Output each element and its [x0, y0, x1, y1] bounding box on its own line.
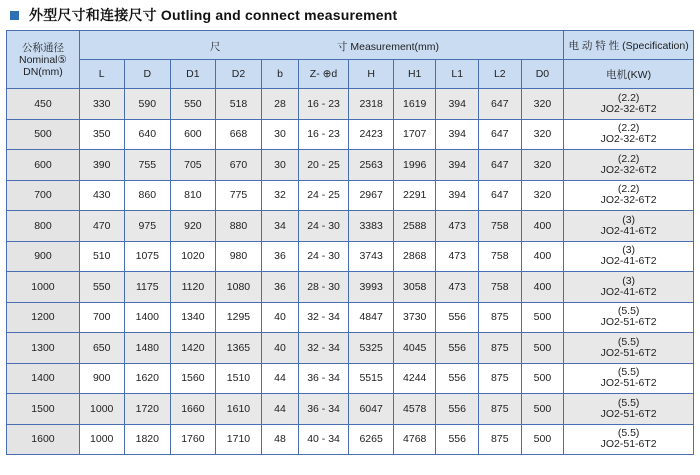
- dn-cell: 1000: [7, 272, 80, 303]
- table-cell: 320: [521, 119, 564, 150]
- table-cell: 394: [436, 150, 479, 181]
- measurement-char: 尺: [209, 41, 221, 53]
- table-cell: 3993: [349, 272, 394, 303]
- table-cell: 1365: [215, 333, 262, 364]
- table-cell: 650: [79, 333, 124, 364]
- column-header: b: [262, 60, 298, 89]
- dn-cell: 700: [7, 180, 80, 211]
- table-cell: 647: [479, 89, 522, 120]
- motor-cell: [564, 333, 694, 364]
- column-header: L1: [436, 60, 479, 89]
- motor-kw: (2.2): [617, 91, 640, 104]
- motor-model: JO2-32-6T2: [600, 163, 657, 176]
- table-cell: 758: [479, 211, 522, 242]
- table-cell: 860: [124, 180, 171, 211]
- table-cell: 647: [479, 180, 522, 211]
- table-cell: 668: [215, 119, 262, 150]
- table-cell: 4768: [393, 424, 436, 455]
- table-cell: 32 - 34: [298, 333, 349, 364]
- column-header: H1: [393, 60, 436, 89]
- motor-cell: [564, 241, 694, 272]
- table-cell: 36: [262, 272, 298, 303]
- dn-cell: 500: [7, 119, 80, 150]
- table-cell: 1080: [215, 272, 262, 303]
- table-cell: 647: [479, 119, 522, 150]
- table-cell: 2423: [349, 119, 394, 150]
- dn-cell: 1600: [7, 424, 80, 455]
- table-cell: 500: [521, 302, 564, 333]
- table-cell: 550: [171, 89, 216, 120]
- table-cell: 473: [436, 241, 479, 272]
- dn-cell: 1300: [7, 333, 80, 364]
- measurement-table: [6, 30, 694, 455]
- table-cell: 1710: [215, 424, 262, 455]
- dn-cell: 800: [7, 211, 80, 242]
- table-cell: 1707: [393, 119, 436, 150]
- table-cell: 758: [479, 272, 522, 303]
- table-cell: 40: [262, 333, 298, 364]
- table-cell: 875: [479, 333, 522, 364]
- motor-model: JO2-32-6T2: [600, 102, 657, 115]
- table-cell: 24 - 25: [298, 180, 349, 211]
- table-cell: 1660: [171, 394, 216, 425]
- motor-cell: [564, 272, 694, 303]
- table-cell: 1720: [124, 394, 171, 425]
- table-cell: 2967: [349, 180, 394, 211]
- table-cell: 1120: [171, 272, 216, 303]
- motor-cell: [564, 424, 694, 455]
- table-cell: 400: [521, 241, 564, 272]
- motor-kw: (3): [622, 274, 636, 287]
- motor-model: JO2-41-6T2: [600, 255, 657, 268]
- table-cell: 36 - 34: [298, 394, 349, 425]
- table-cell: 1996: [393, 150, 436, 181]
- motor-cell: [564, 150, 694, 181]
- motor-kw: (2.2): [617, 122, 640, 135]
- motor-cell: [564, 180, 694, 211]
- table-cell: 470: [79, 211, 124, 242]
- table-row: [7, 180, 694, 211]
- table-cell: 1560: [171, 363, 216, 394]
- table-cell: 390: [79, 150, 124, 181]
- motor-model: JO2-51-6T2: [600, 316, 657, 329]
- dn-cell: 450: [7, 89, 80, 120]
- table-cell: 36 - 34: [298, 363, 349, 394]
- motor-cell: [564, 211, 694, 242]
- table-cell: 48: [262, 424, 298, 455]
- table-cell: 975: [124, 211, 171, 242]
- dn-cell: 900: [7, 241, 80, 272]
- table-cell: 510: [79, 241, 124, 272]
- table-cell: 518: [215, 89, 262, 120]
- column-header: D0: [521, 60, 564, 89]
- table-cell: 4244: [393, 363, 436, 394]
- table-cell: 32 - 34: [298, 302, 349, 333]
- table-cell: 2868: [393, 241, 436, 272]
- table-cell: 500: [521, 363, 564, 394]
- table-cell: 705: [171, 150, 216, 181]
- table-body: [7, 89, 694, 455]
- table-cell: 1619: [393, 89, 436, 120]
- motor-model: JO2-51-6T2: [600, 346, 657, 359]
- motor-model: JO2-32-6T2: [600, 133, 657, 146]
- table-row: [7, 302, 694, 333]
- motor-kw: (2.2): [617, 152, 640, 165]
- table-cell: 3743: [349, 241, 394, 272]
- table-cell: 700: [79, 302, 124, 333]
- table-row: [7, 333, 694, 364]
- table-cell: 5515: [349, 363, 394, 394]
- table-row: [7, 89, 694, 120]
- column-header: L: [79, 60, 124, 89]
- table-cell: 1340: [171, 302, 216, 333]
- table-cell: 1000: [79, 424, 124, 455]
- motor-kw: (5.5): [617, 366, 640, 379]
- table-cell: 34: [262, 211, 298, 242]
- table-cell: 44: [262, 394, 298, 425]
- table-cell: 28 - 30: [298, 272, 349, 303]
- table-cell: 32: [262, 180, 298, 211]
- table-cell: 473: [436, 211, 479, 242]
- table-row: [7, 272, 694, 303]
- table-cell: 1075: [124, 241, 171, 272]
- motor-model: JO2-32-6T2: [600, 194, 657, 207]
- motor-kw-header: 电机(KW): [564, 60, 694, 89]
- square-bullet-icon: [10, 11, 19, 20]
- table-cell: 394: [436, 119, 479, 150]
- motor-model: JO2-41-6T2: [600, 285, 657, 298]
- motor-cell: [564, 394, 694, 425]
- table-row: [7, 211, 694, 242]
- table-cell: 600: [171, 119, 216, 150]
- table-cell: 20 - 25: [298, 150, 349, 181]
- table-cell: 1510: [215, 363, 262, 394]
- table-cell: 1760: [171, 424, 216, 455]
- table-cell: 1480: [124, 333, 171, 364]
- motor-kw: (2.2): [617, 183, 640, 196]
- table-cell: 4578: [393, 394, 436, 425]
- table-cell: 44: [262, 363, 298, 394]
- table-cell: 5325: [349, 333, 394, 364]
- motor-kw: (5.5): [617, 305, 640, 318]
- table-cell: 30: [262, 150, 298, 181]
- table-cell: 3383: [349, 211, 394, 242]
- table-row: [7, 424, 694, 455]
- table-cell: 2318: [349, 89, 394, 120]
- dn-cell: 600: [7, 150, 80, 181]
- dn-cell: 1500: [7, 394, 80, 425]
- measurement-label: 寸 Measurement(mm): [336, 41, 440, 53]
- table-cell: 6047: [349, 394, 394, 425]
- specification-header: 电 动 特 性 (Specification): [564, 31, 694, 60]
- motor-kw: (3): [622, 213, 636, 226]
- motor-cell: [564, 363, 694, 394]
- table-cell: 810: [171, 180, 216, 211]
- column-header: D1: [171, 60, 216, 89]
- table-row: [7, 394, 694, 425]
- dn-cell: 1200: [7, 302, 80, 333]
- table-cell: 40: [262, 302, 298, 333]
- table-cell: 640: [124, 119, 171, 150]
- table-cell: 1295: [215, 302, 262, 333]
- table-cell: 775: [215, 180, 262, 211]
- page-title-row: [10, 4, 397, 26]
- table-cell: 1400: [124, 302, 171, 333]
- table-cell: 430: [79, 180, 124, 211]
- table-cell: 1000: [79, 394, 124, 425]
- table-cell: 2291: [393, 180, 436, 211]
- table-cell: 36: [262, 241, 298, 272]
- column-header: D: [124, 60, 171, 89]
- table-cell: 755: [124, 150, 171, 181]
- motor-model: JO2-41-6T2: [600, 224, 657, 237]
- table-cell: 16 - 23: [298, 119, 349, 150]
- table-cell: 647: [479, 150, 522, 181]
- table-cell: 1620: [124, 363, 171, 394]
- table-cell: 758: [479, 241, 522, 272]
- table-cell: 473: [436, 272, 479, 303]
- motor-model: JO2-51-6T2: [600, 377, 657, 390]
- table-cell: 875: [479, 363, 522, 394]
- table-row: [7, 241, 694, 272]
- measurement-header: [79, 31, 563, 60]
- table-cell: 28: [262, 89, 298, 120]
- table-cell: 556: [436, 302, 479, 333]
- motor-cell: [564, 302, 694, 333]
- column-header: H: [349, 60, 394, 89]
- table-cell: 2588: [393, 211, 436, 242]
- table-cell: 670: [215, 150, 262, 181]
- table-cell: 550: [79, 272, 124, 303]
- motor-kw: (5.5): [617, 396, 640, 409]
- table-cell: 556: [436, 333, 479, 364]
- table-cell: 350: [79, 119, 124, 150]
- table-cell: 6265: [349, 424, 394, 455]
- nominal-dn-header: 公称通径 Nominal⑤ DN(mm): [7, 31, 80, 89]
- table-cell: 1610: [215, 394, 262, 425]
- table-cell: 16 - 23: [298, 89, 349, 120]
- table-cell: 24 - 30: [298, 211, 349, 242]
- table-cell: 875: [479, 394, 522, 425]
- table-cell: 875: [479, 302, 522, 333]
- table-cell: 1420: [171, 333, 216, 364]
- table-row: [7, 363, 694, 394]
- table-cell: 880: [215, 211, 262, 242]
- page-title: 外型尺寸和连接尺寸 Outling and connect measurement: [29, 7, 398, 23]
- table-cell: 556: [436, 394, 479, 425]
- motor-kw: (5.5): [617, 335, 640, 348]
- table-cell: 30: [262, 119, 298, 150]
- table-cell: 24 - 30: [298, 241, 349, 272]
- table-cell: 320: [521, 89, 564, 120]
- table-cell: 556: [436, 363, 479, 394]
- motor-kw: (3): [622, 244, 636, 257]
- table-row: [7, 119, 694, 150]
- motor-cell: [564, 89, 694, 120]
- table-cell: 1175: [124, 272, 171, 303]
- table-cell: 900: [79, 363, 124, 394]
- table-cell: 556: [436, 424, 479, 455]
- table-cell: 320: [521, 150, 564, 181]
- dn-cell: 1400: [7, 363, 80, 394]
- table-cell: 330: [79, 89, 124, 120]
- column-header: Z- ⊕d: [298, 60, 349, 89]
- table-cell: 980: [215, 241, 262, 272]
- column-header: L2: [479, 60, 522, 89]
- table-cell: 320: [521, 180, 564, 211]
- motor-model: JO2-51-6T2: [600, 438, 657, 451]
- motor-cell: [564, 119, 694, 150]
- table-cell: 920: [171, 211, 216, 242]
- table-cell: 400: [521, 211, 564, 242]
- table-cell: 2563: [349, 150, 394, 181]
- table-cell: 394: [436, 180, 479, 211]
- motor-model: JO2-51-6T2: [600, 407, 657, 420]
- table-cell: 590: [124, 89, 171, 120]
- table-cell: 875: [479, 424, 522, 455]
- table-cell: 400: [521, 272, 564, 303]
- motor-kw: (5.5): [617, 427, 640, 440]
- column-header: D2: [215, 60, 262, 89]
- table-cell: 1820: [124, 424, 171, 455]
- table-cell: 500: [521, 333, 564, 364]
- table-cell: 500: [521, 394, 564, 425]
- table-cell: 500: [521, 424, 564, 455]
- table-cell: 3730: [393, 302, 436, 333]
- table-cell: 1020: [171, 241, 216, 272]
- table-cell: 3058: [393, 272, 436, 303]
- table-cell: 4045: [393, 333, 436, 364]
- table-row: [7, 150, 694, 181]
- table-cell: 394: [436, 89, 479, 120]
- table-cell: 40 - 34: [298, 424, 349, 455]
- table-cell: 4847: [349, 302, 394, 333]
